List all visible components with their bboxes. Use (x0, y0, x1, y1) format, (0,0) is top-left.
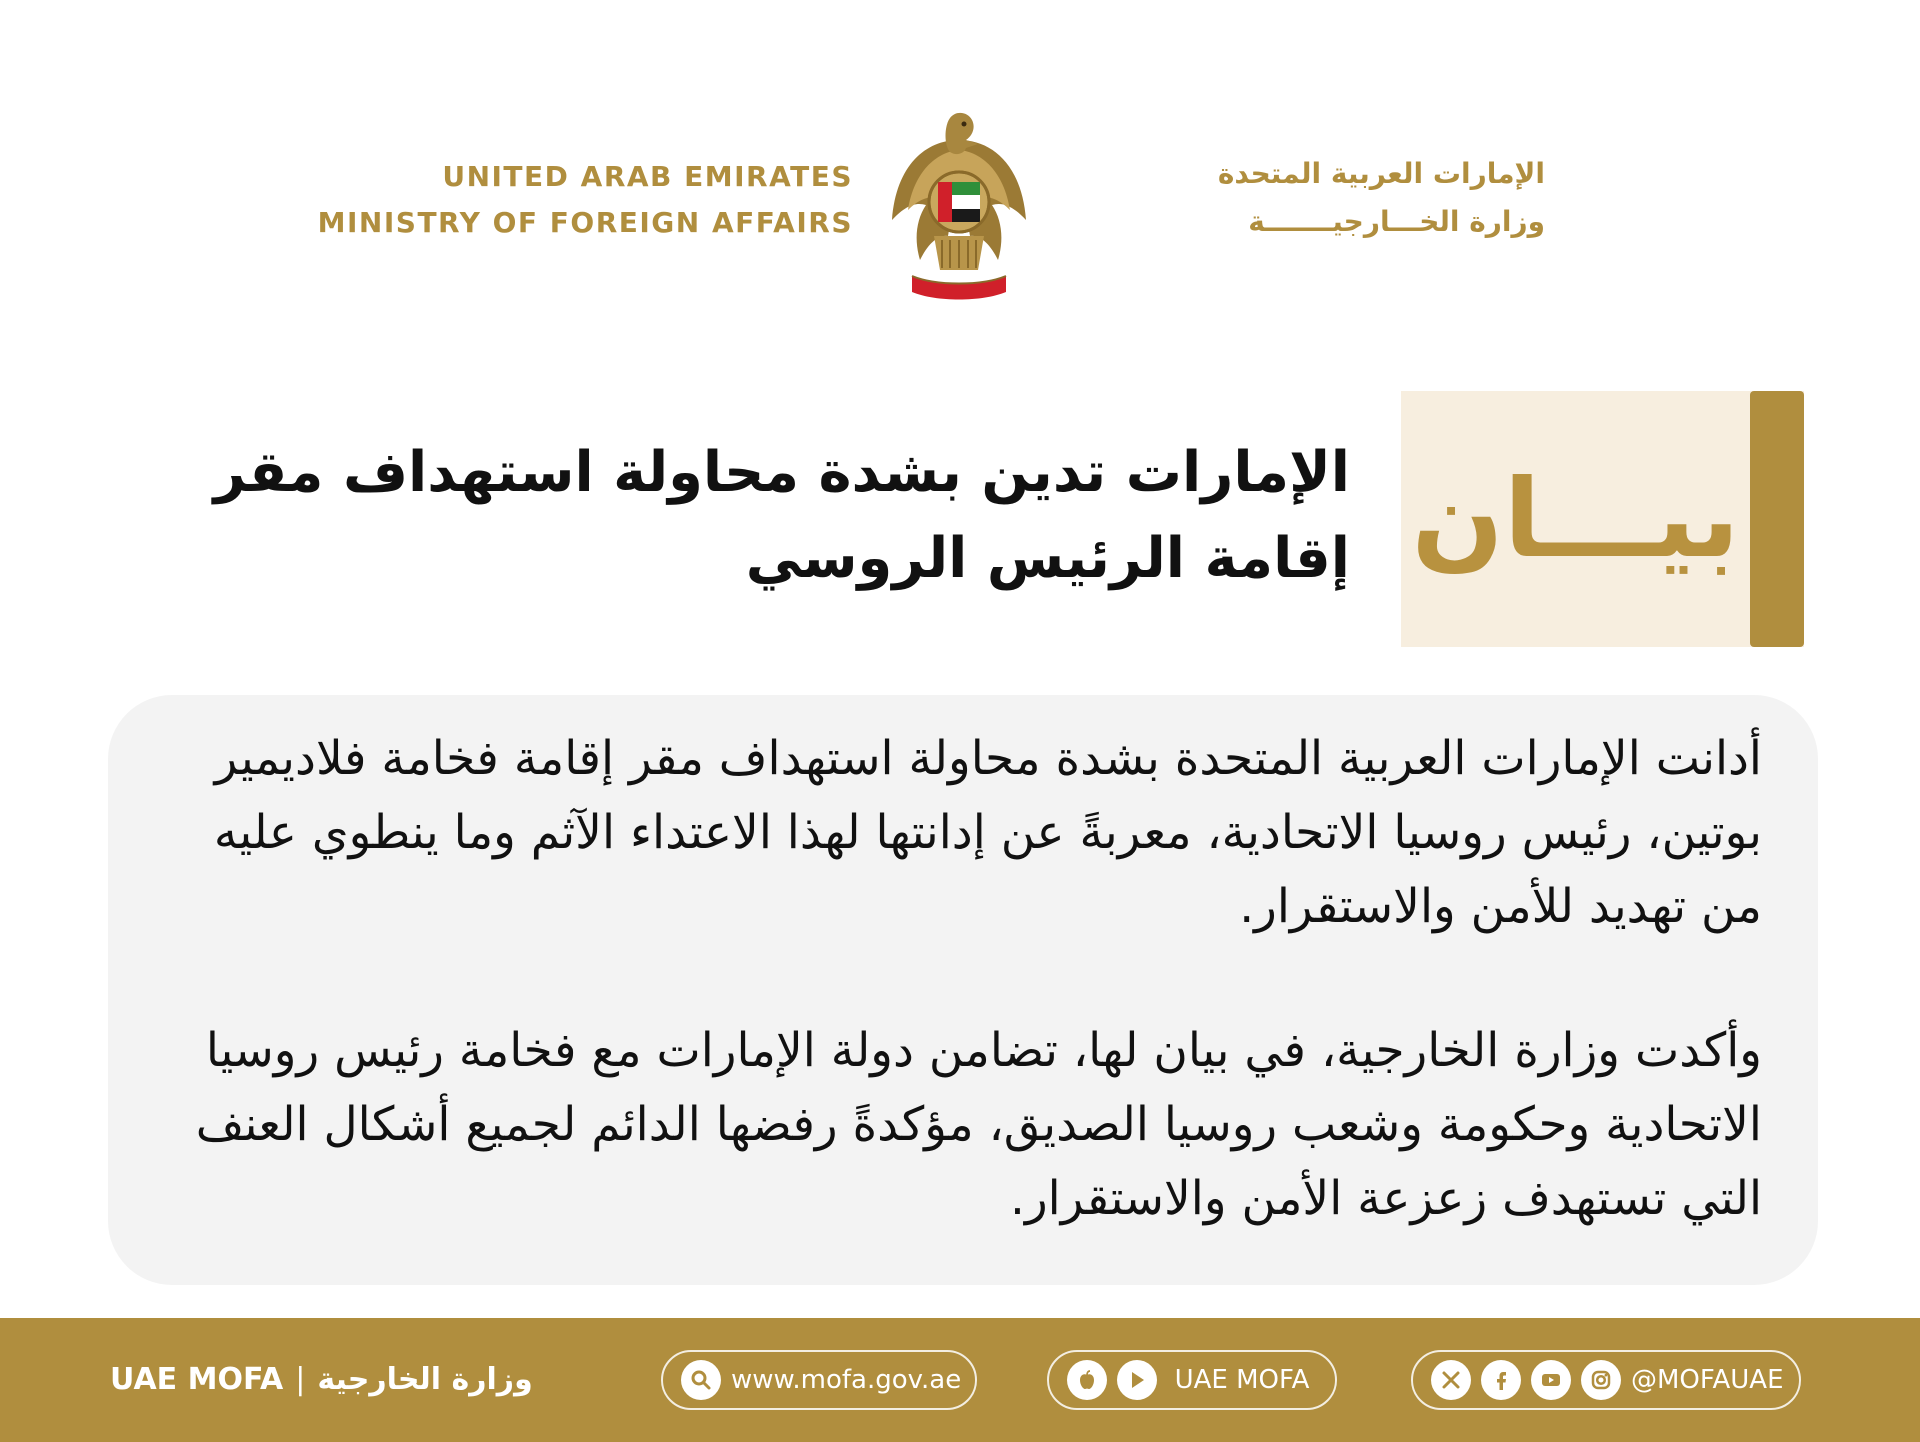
footer-brand-en: UAE MOFA (110, 1361, 284, 1397)
body-paragraph-1: أدانت الإمارات العربية المتحدة بشدة محاولة استهداف مقر إقامة فخامة فلاديمير بوتين، رئيس روسيا الاتحادية، معربةً عن إدانتها لهذا الاعتداء الآثم وما ينطوي عليه من تهديد للأمن والاستقرار. (213, 731, 1762, 934)
search-icon (681, 1360, 721, 1400)
header-ar-line2: وزارة الخـــارجيـــــــة (1248, 205, 1545, 238)
uae-eagle-emblem (886, 110, 1032, 300)
body-text (186, 722, 1762, 1236)
instagram-icon[interactable] (1581, 1360, 1621, 1400)
headline (150, 430, 1350, 602)
headline-line2: إقامة الرئيس الروسي (745, 526, 1350, 591)
website-label: www.mofa.gov.ae (731, 1365, 962, 1395)
website-link[interactable] (661, 1350, 977, 1410)
header (0, 110, 1920, 310)
play-store-icon (1117, 1360, 1157, 1400)
header-ar-line1: الإمارات العربية المتحدة (1217, 157, 1545, 190)
footer-brand-ar: وزارة الخارجية (317, 1361, 533, 1397)
youtube-icon[interactable] (1531, 1360, 1571, 1400)
header-arabic (1065, 150, 1545, 246)
headline-line1: الإمارات تدين بشدة محاولة استهداف مقر (213, 440, 1350, 505)
social-handle: @MOFAUAE (1631, 1365, 1784, 1395)
footer (0, 1318, 1920, 1442)
header-en-line1: UNITED ARAB EMIRATES (442, 160, 853, 193)
header-english (318, 154, 853, 246)
facebook-icon[interactable] (1481, 1360, 1521, 1400)
apple-icon (1067, 1360, 1107, 1400)
body-paragraph-2: وأكدت وزارة الخارجية، في بيان لها، تضامن دولة الإمارات مع فخامة رئيس روسيا الاتحادية وحكومة وشعب روسيا الصديق، مؤكدةً رفضها الدائم لجميع أشكال العنف التي تستهدف زعزعة الأمن والاستقرار. (195, 1023, 1762, 1226)
header-en-line2: MINISTRY OF FOREIGN AFFAIRS (317, 206, 853, 239)
statement-label-bar (1750, 391, 1804, 647)
footer-brand (110, 1346, 533, 1412)
app-label: UAE MOFA (1174, 1365, 1310, 1395)
x-icon[interactable] (1431, 1360, 1471, 1400)
social-links[interactable] (1411, 1350, 1801, 1410)
app-link[interactable] (1047, 1350, 1337, 1410)
statement-label: بيـــان (1411, 456, 1740, 582)
footer-brand-separator: | (295, 1361, 306, 1397)
